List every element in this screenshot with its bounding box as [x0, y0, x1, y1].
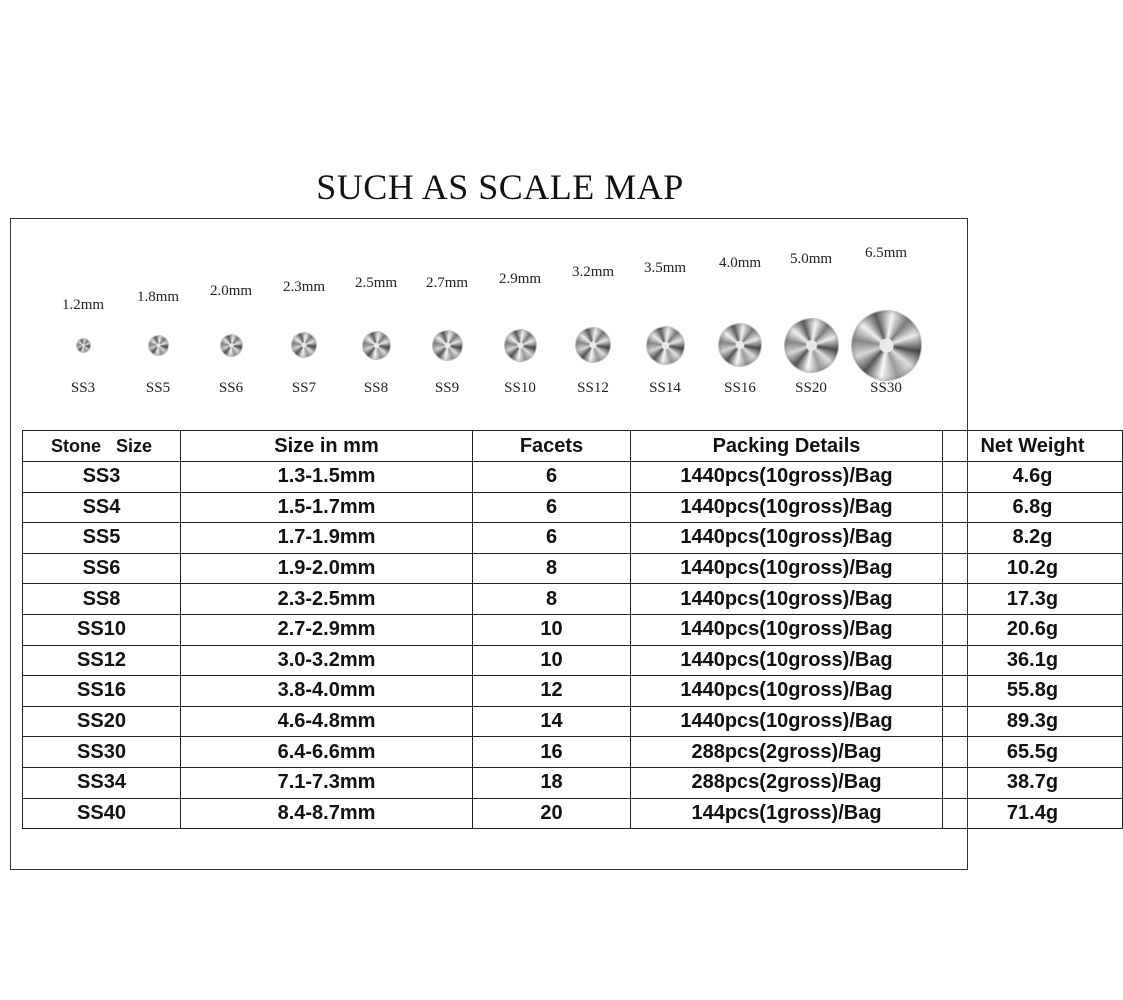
- cell-stone-size: SS40: [23, 798, 181, 829]
- table-row: [23, 798, 1123, 829]
- cell-facets: 6: [473, 462, 631, 493]
- cell-net-weight: 10.2g: [943, 553, 1123, 584]
- cell-stone-size: SS16: [23, 676, 181, 707]
- cell-packing-details: 1440pcs(10gross)/Bag: [631, 676, 943, 707]
- cell-stone-size: SS20: [23, 706, 181, 737]
- stone-code-label: SS16: [724, 380, 756, 396]
- page-title: SUCH AS SCALE MAP: [316, 167, 684, 207]
- cell-facets: 16: [473, 737, 631, 768]
- table-row: [23, 523, 1123, 554]
- cell-net-weight: 55.8g: [943, 676, 1123, 707]
- cell-net-weight: 38.7g: [943, 767, 1123, 798]
- stone-diameter-label: 4.0mm: [718, 255, 762, 271]
- cell-facets: 8: [473, 584, 631, 615]
- cell-net-weight: 4.6g: [943, 462, 1123, 493]
- rhinestone-icon: [363, 332, 390, 359]
- table-row: [23, 462, 1123, 493]
- cell-packing-details: 1440pcs(10gross)/Bag: [631, 706, 943, 737]
- cell-size-in-mm: 1.9-2.0mm: [181, 553, 473, 584]
- table-row: [23, 737, 1123, 768]
- cell-facets: 6: [473, 492, 631, 523]
- cell-net-weight: 17.3g: [943, 584, 1123, 615]
- rhinestone-icon: [785, 319, 838, 372]
- table-row: [23, 584, 1123, 615]
- cell-net-weight: 89.3g: [943, 706, 1123, 737]
- table-header-row: [23, 431, 1123, 462]
- header-packing-details: Packing Details: [631, 431, 943, 462]
- cell-stone-size: SS30: [23, 737, 181, 768]
- rhinestone-icon: [292, 333, 316, 357]
- cell-size-in-mm: 1.3-1.5mm: [181, 462, 473, 493]
- cell-size-in-mm: 8.4-8.7mm: [181, 798, 473, 829]
- stone-diameter-label: 2.3mm: [282, 279, 326, 295]
- cell-packing-details: 1440pcs(10gross)/Bag: [631, 492, 943, 523]
- cell-size-in-mm: 4.6-4.8mm: [181, 706, 473, 737]
- stone-code-label: SS7: [291, 380, 317, 396]
- table-row: [23, 676, 1123, 707]
- cell-packing-details: 1440pcs(10gross)/Bag: [631, 553, 943, 584]
- cell-stone-size: SS10: [23, 614, 181, 645]
- cell-facets: 14: [473, 706, 631, 737]
- cell-packing-details: 1440pcs(10gross)/Bag: [631, 523, 943, 554]
- cell-size-in-mm: 1.5-1.7mm: [181, 492, 473, 523]
- rhinestone-icon: [576, 328, 610, 362]
- cell-net-weight: 8.2g: [943, 523, 1123, 554]
- cell-facets: 12: [473, 676, 631, 707]
- cell-facets: 18: [473, 767, 631, 798]
- cell-facets: 10: [473, 645, 631, 676]
- rhinestone-icon: [505, 330, 536, 361]
- cell-packing-details: 1440pcs(10gross)/Bag: [631, 614, 943, 645]
- cell-size-in-mm: 2.3-2.5mm: [181, 584, 473, 615]
- rhinestone-icon: [149, 336, 168, 355]
- cell-packing-details: 144pcs(1gross)/Bag: [631, 798, 943, 829]
- cell-size-in-mm: 3.8-4.0mm: [181, 676, 473, 707]
- rhinestone-icon: [77, 339, 90, 352]
- table-row: [23, 645, 1123, 676]
- cell-facets: 6: [473, 523, 631, 554]
- cell-packing-details: 1440pcs(10gross)/Bag: [631, 462, 943, 493]
- stone-code-label: SS9: [434, 380, 460, 396]
- cell-facets: 20: [473, 798, 631, 829]
- table-row: [23, 553, 1123, 584]
- cell-facets: 10: [473, 614, 631, 645]
- rhinestone-icon: [647, 327, 684, 364]
- cell-stone-size: SS34: [23, 767, 181, 798]
- stone-code-label: SS20: [795, 380, 827, 396]
- cell-stone-size: SS6: [23, 553, 181, 584]
- stone-diameter-label: 3.2mm: [571, 264, 615, 280]
- cell-size-in-mm: 6.4-6.6mm: [181, 737, 473, 768]
- cell-size-in-mm: 7.1-7.3mm: [181, 767, 473, 798]
- table-row: [23, 614, 1123, 645]
- stone-code-label: SS30: [870, 380, 902, 396]
- stone-code-label: SS12: [577, 380, 609, 396]
- stone-diameter-label: 1.2mm: [61, 297, 105, 313]
- cell-size-in-mm: 3.0-3.2mm: [181, 645, 473, 676]
- cell-size-in-mm: 2.7-2.9mm: [181, 614, 473, 645]
- stone-diameter-label: 6.5mm: [864, 245, 908, 261]
- stone-code-label: SS14: [649, 380, 681, 396]
- stone-code-label: SS10: [504, 380, 536, 396]
- rhinestone-icon: [852, 311, 921, 380]
- stone-diameter-label: 2.7mm: [425, 275, 469, 291]
- table-row: [23, 492, 1123, 523]
- cell-net-weight: 65.5g: [943, 737, 1123, 768]
- cell-stone-size: SS3: [23, 462, 181, 493]
- stone-diameter-label: 5.0mm: [789, 251, 833, 267]
- cell-stone-size: SS5: [23, 523, 181, 554]
- stone-code-label: SS5: [145, 380, 171, 396]
- cell-facets: 8: [473, 553, 631, 584]
- stone-code-label: SS3: [70, 380, 96, 396]
- stone-code-label: SS8: [363, 380, 389, 396]
- cell-size-in-mm: 1.7-1.9mm: [181, 523, 473, 554]
- specification-table: [22, 430, 1123, 829]
- header-facets: Facets: [473, 431, 631, 462]
- cell-packing-details: 1440pcs(10gross)/Bag: [631, 584, 943, 615]
- cell-net-weight: 20.6g: [943, 614, 1123, 645]
- cell-packing-details: 1440pcs(10gross)/Bag: [631, 645, 943, 676]
- header-size-in-mm: Size in mm: [181, 431, 473, 462]
- cell-stone-size: SS8: [23, 584, 181, 615]
- stone-diameter-label: 3.5mm: [643, 260, 687, 276]
- cell-stone-size: SS4: [23, 492, 181, 523]
- rhinestone-icon: [719, 324, 761, 366]
- cell-net-weight: 36.1g: [943, 645, 1123, 676]
- table-row: [23, 706, 1123, 737]
- cell-net-weight: 6.8g: [943, 492, 1123, 523]
- cell-net-weight: 71.4g: [943, 798, 1123, 829]
- cell-packing-details: 288pcs(2gross)/Bag: [631, 767, 943, 798]
- cell-stone-size: SS12: [23, 645, 181, 676]
- stone-diameter-label: 1.8mm: [136, 289, 180, 305]
- header-net-weight: Net Weight: [943, 431, 1123, 462]
- cell-packing-details: 288pcs(2gross)/Bag: [631, 737, 943, 768]
- table-row: [23, 767, 1123, 798]
- stone-code-label: SS6: [218, 380, 244, 396]
- rhinestone-icon: [221, 335, 242, 356]
- stone-diameter-label: 2.5mm: [354, 275, 398, 291]
- header-stone-size: Stone Size: [23, 431, 181, 462]
- stone-diameter-label: 2.0mm: [209, 283, 253, 299]
- stone-diameter-label: 2.9mm: [498, 271, 542, 287]
- rhinestone-icon: [433, 331, 462, 360]
